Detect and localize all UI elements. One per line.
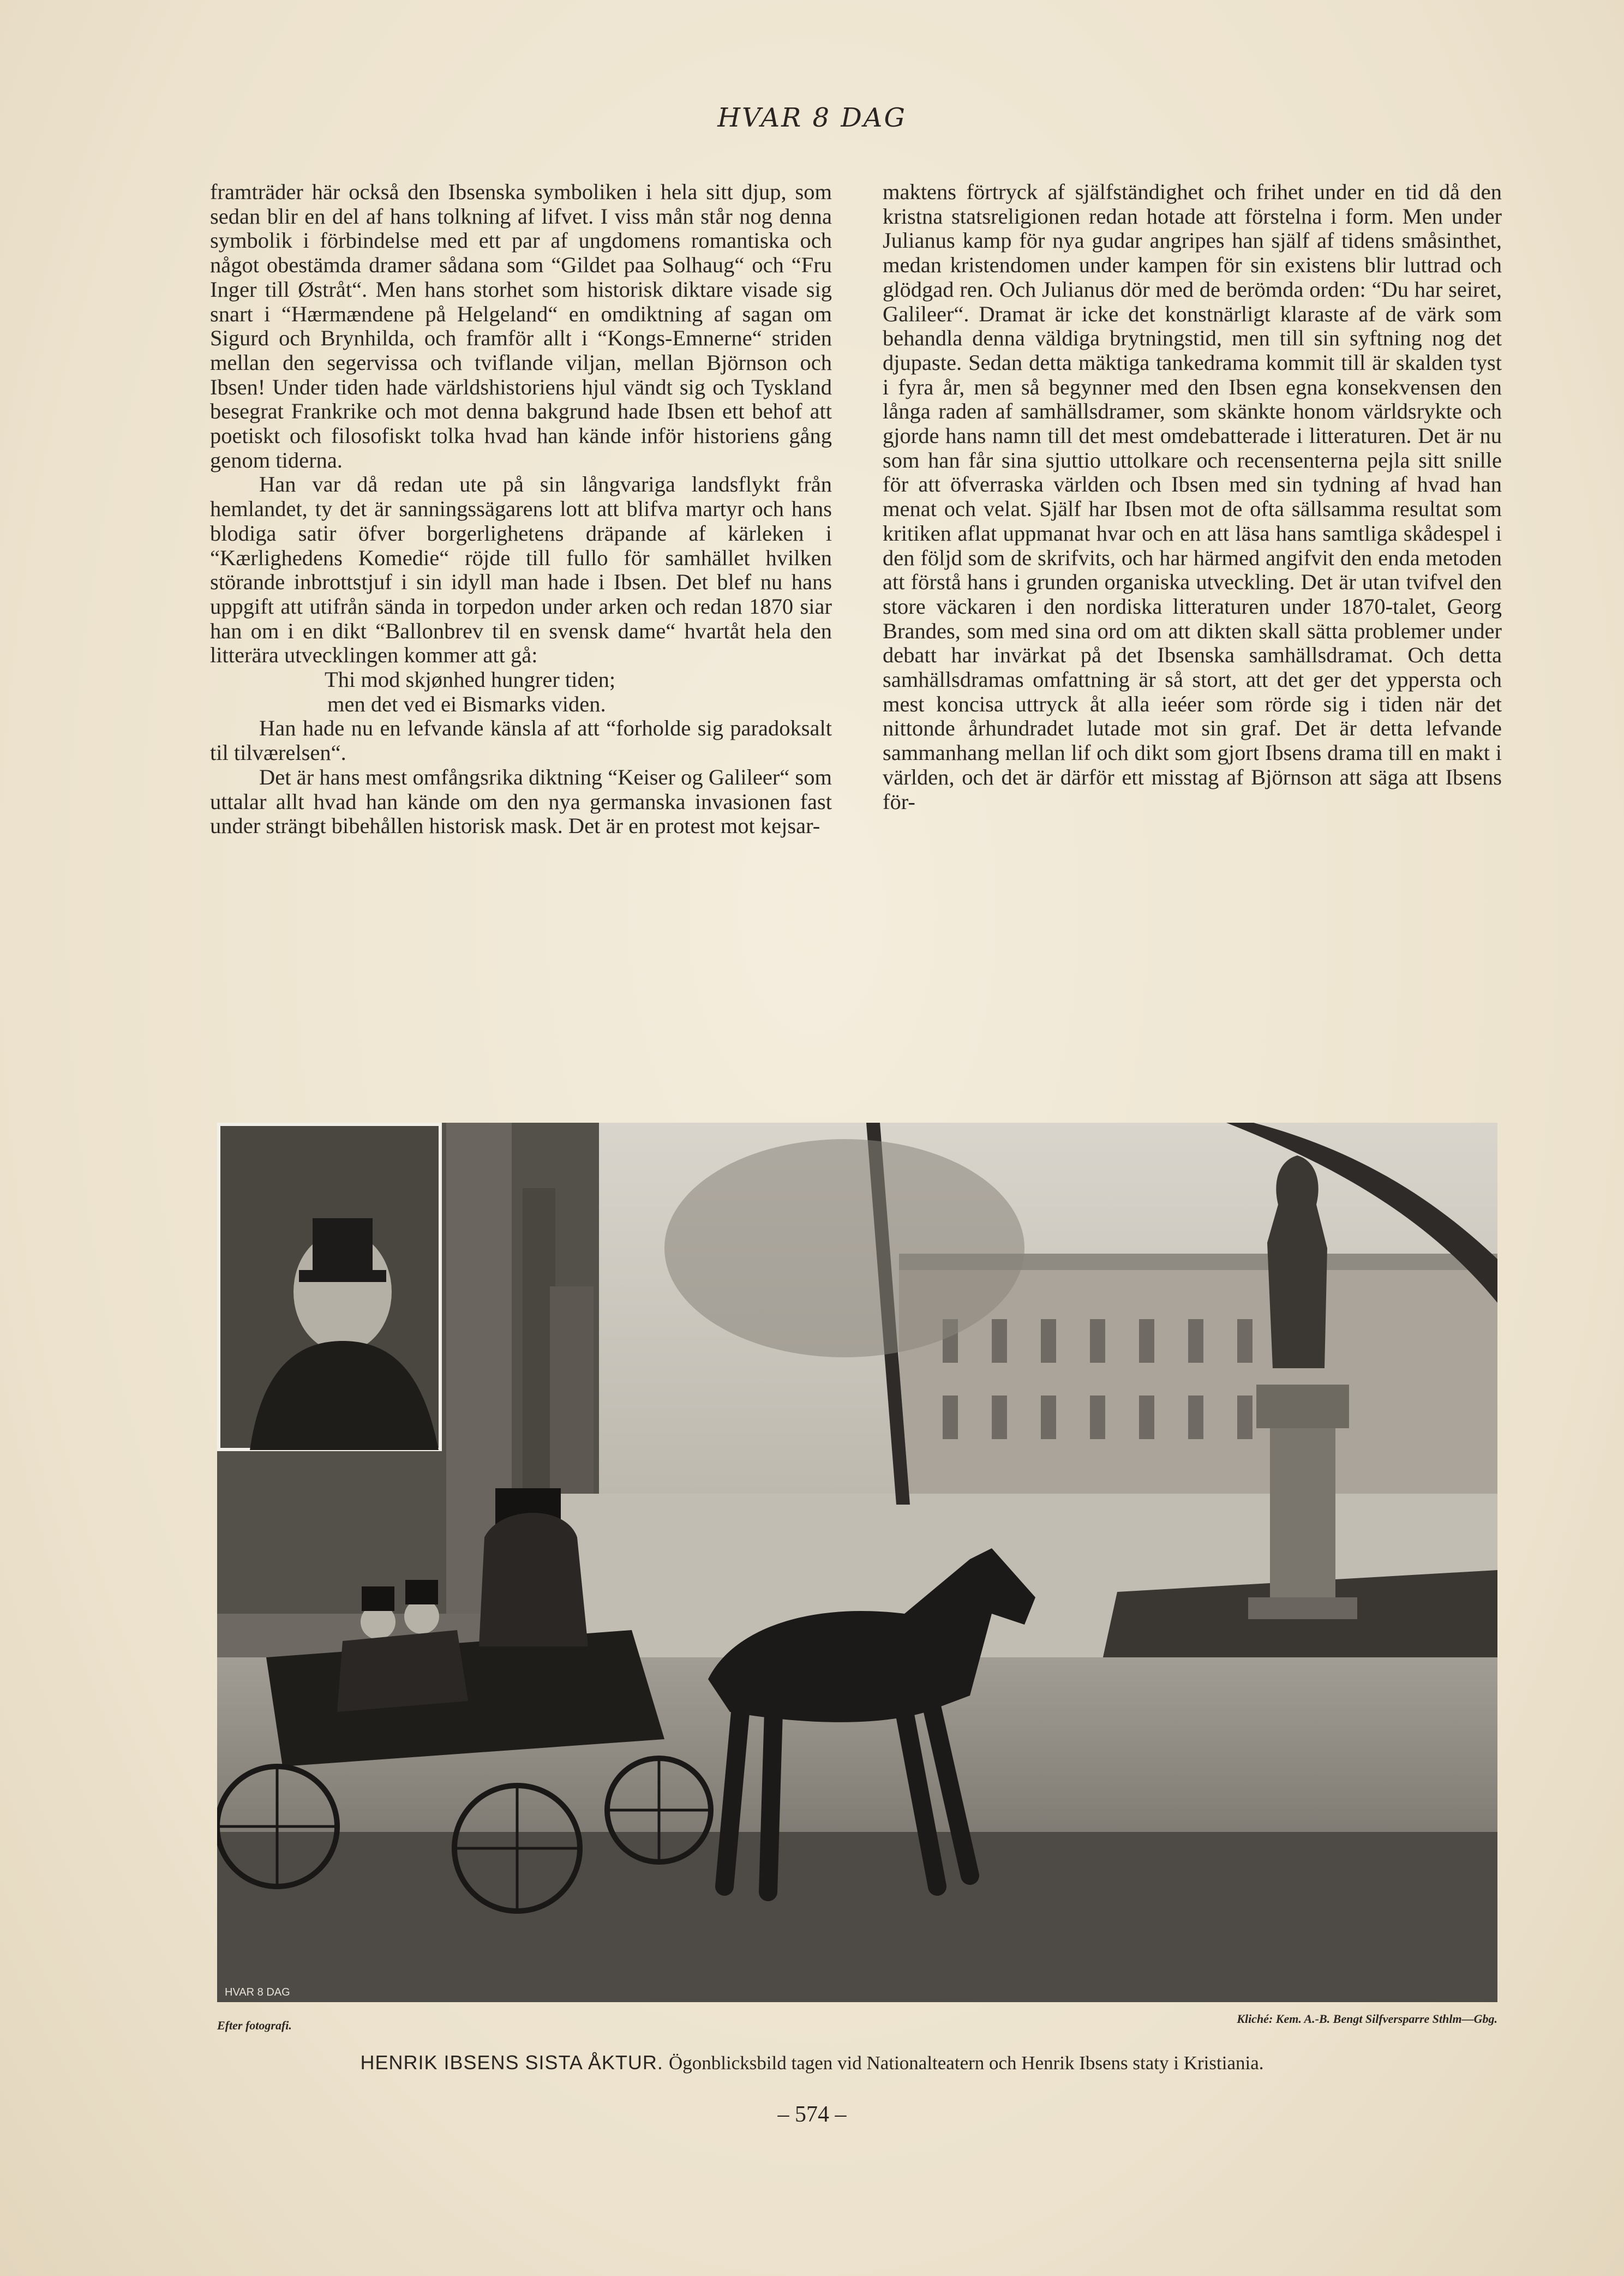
paragraph: Han var då redan ute på sin långvariga landsflykt från hemlandet, ty det är sanningssägarens lott att blifva martyr och hans blodiga satir öfver borgerlighetens dräpande af kärleken i “Kærlighedens Komedie“ röjde till fullo för samhället hvilken störande inbrottstjuf i sin idyll man hade i Ibsen. Det blef nu hans uppgift att utifrån sända in torpedon under arken och redan 1870 siar han om i en dikt “Ballonbrev til en svensk dame“ hvartåt hela den litterära utvecklingen kommer att gå: (210, 472, 832, 668)
page-number: – 574 – (777, 2102, 847, 2127)
right-text-column (883, 180, 1502, 1047)
photo-caption (0, 2051, 1624, 2074)
photo-watermark: HVAR 8 DAG (225, 1986, 290, 1998)
verse-line: men det ved ei Bismarks viden. (327, 691, 606, 716)
caption-title: HENRIK IBSENS SISTA ÅKTUR. (360, 2051, 663, 2074)
photo-credit-left: Efter fotografi. (217, 2019, 292, 2032)
photo-credit-right: Kliché: Kem. A.-B. Bengt Silfversparre Sthlm—Gbg. (1237, 2012, 1497, 2026)
running-head: HVAR 8 DAG (717, 103, 907, 133)
paragraph: Han hade nu en lefvande känsla af att “forholde sig paradoksalt til tilværelsen“. (210, 716, 832, 765)
caption-text: Ögonblicksbild tagen vid Nationalteatern och Henrik Ibsens staty i Kristiania. (668, 2052, 1264, 2074)
paragraph: Det är hans mest omfångsrika diktning “Keiser og Galileer“ som uttalar allt hvad han kände om den nya germanska invasionen fast under strängt bibehållen historisk mask. Det är en protest mot kejsar- (210, 764, 832, 838)
verse-line: Thi mod skjønhed hungrer tiden; (325, 667, 616, 692)
paragraph: maktens förtryck af själfständighet och frihet under en tid då den kristna statsreligionen redan hotade att förstelna i form. Men under Julianus kamp för nya gudar angripes han själf af tidens småsinthet, medan kristendomen under kampen för sin existens blir luttrad och glödgad ren. Och Julianus dör med de berömda orden: “Du har seiret, Galileer“. Dramat är icke det konstnärligt klaraste af de värk som behandla denna väldiga brytningstid, men till sin syftning nog det djupaste. Sedan detta mäktiga tankedrama kommit till är skalden tyst i fyra år, men så begynner med den Ibsen egna konsekvensen den långa raden af samhällsdramer, som skänkte honom världsrykte och gjorde hans namn till det mest omdebatterade i litteraturen. Det är nu som han får sina sjuttio uttolkare och recensenterna pejla sitt snille för att öfverraska världen och Ibsen med sin tydning af hvad han menat och velat. Själf har Ibsen mot de ofta sällsamma resultat som kritiken aflat uppmanat hvar och en att läsa hans samtliga skådespel i den följd som de skrifvits, och har härmed angifvit den enda metoden att förstå hans i grunden organiska utveckling. Det är utan tvifvel den store väckaren i den nordiska litteraturen under 1870-talet, Georg Brandes, som med sina ord om att dikten skall sätta problemer under debatt har invärkat på det Ibsenska samhällsdramat. Och detta samhällsdramas omfattning är så stort, att det ger det yppersta och mest koncisa uttryck åt alla ieéer som rörde sig i tiden när det nittonde århundradet lutade mot sin graf. Det är detta lefvande sammanhang mellan lif och dikt som gjort Ibsens drama till en makt i världen, och det är därför ett misstag af Björnson att säga att Ibsens för- (883, 180, 1502, 814)
paragraph: framträder här också den Ibsenska symboliken i hela sitt djup, som sedan blir en del af hans tolkning af lifvet. I viss mån står nog denna symbolik i förbindelse med ett par af ungdomens romantiska och något obestämda dramer sådana som “Gildet paa Solhaug“ och “Fru Inger till Østråt“. Men hans storhet som historisk diktare visade sig snart i “Hærmændene på Helgeland“ en omdiktning af sagan om Sigurd och Brynhilda, och framför allt i “Kongs-Emnerne“ striden mellan den segervissa och tviflande viljan, mellan Björnson och Ibsen! Under tiden hade världshistoriens hjul vändt sig och Tyskland besegrat Frankrike och mot denna bakgrund hade Ibsen ett behof att poetiskt och filosofiskt tolka hvad han kände inför historiens gång genom tiderna. (210, 180, 832, 472)
photograph (217, 1123, 1497, 2002)
photo-illustration (217, 1123, 1497, 2002)
left-text-column (210, 180, 832, 1047)
